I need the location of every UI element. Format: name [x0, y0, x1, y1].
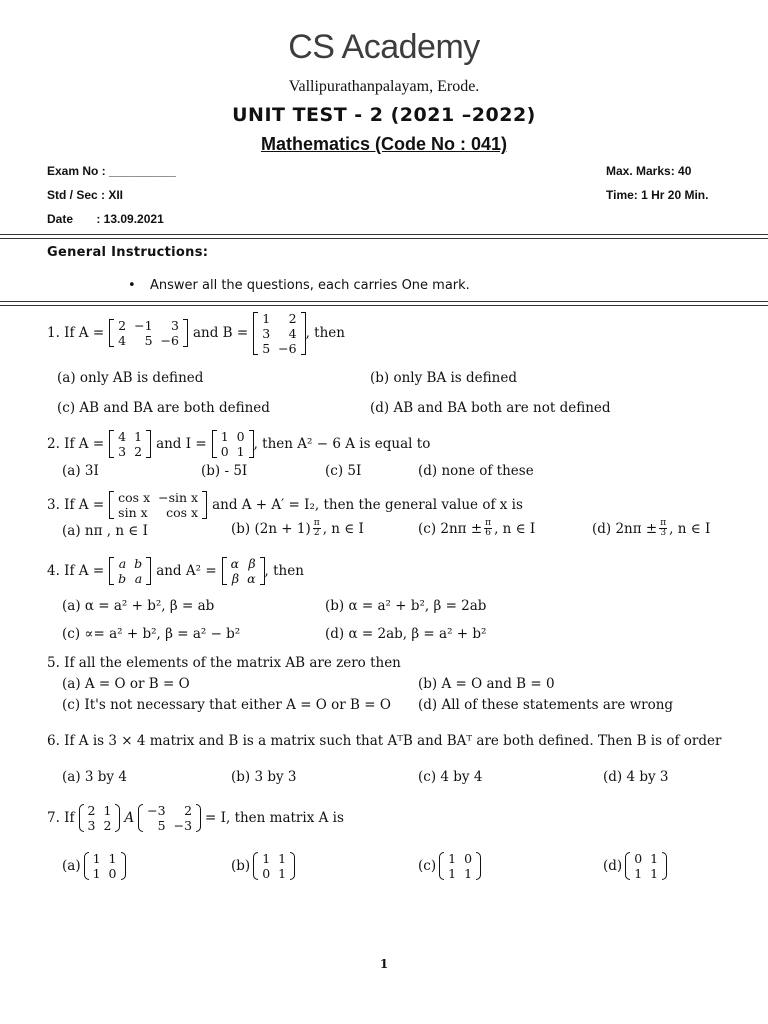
question-3 [47, 487, 523, 523]
q1-mid: and B = [192, 325, 249, 341]
q2-option-c: (c) 5I [325, 463, 362, 479]
q3-option-a: (a) nπ , n ∈ I [62, 523, 148, 539]
divider-mid-2 [0, 305, 768, 306]
q4-matrix-a: a b b a [109, 556, 151, 586]
q4-option-d: (d) α = 2ab, β = a² + b² [325, 626, 487, 642]
question-2 [47, 426, 430, 462]
q7-option-c: (c) 1 0 1 1 [418, 848, 481, 884]
q6-option-c: (c) 4 by 4 [418, 769, 483, 785]
page-number: 1 [379, 957, 389, 971]
q7-option-b: (b) 1 1 0 1 [231, 848, 295, 884]
q4-prefix: 4. If A = [47, 563, 105, 579]
q7-option-a: (a) 1 1 1 0 [62, 848, 126, 884]
q6-option-d: (d) 4 by 3 [603, 769, 669, 785]
q4-matrix-a2: α β β α [222, 556, 265, 586]
q4-option-b: (b) α = a² + b², β = 2ab [325, 598, 487, 614]
q4-end: , then [264, 563, 304, 579]
question-6: 6. If A is 3 × 4 matrix and B is a matrix such that AᵀB and BAᵀ are both defined. Then B is of order [47, 733, 722, 749]
q6-option-a: (a) 3 by 4 [62, 769, 127, 785]
q1-option-b: (b) only BA is defined [370, 370, 517, 386]
q7-matrix-1: 2 1 3 2 [79, 803, 121, 833]
q7-prefix: 7. If [47, 810, 75, 826]
divider-mid-1 [0, 301, 768, 302]
q7-matrix-2: −3 2 5 −3 [138, 803, 201, 833]
q3-option-b: (b) (2n + 1) $\frac{\pi}{2}$ , n ∈ I [231, 518, 364, 538]
q6-option-b: (b) 3 by 3 [231, 769, 297, 785]
test-title: UNIT TEST - 2 (2021 –2022) [232, 104, 536, 126]
instructions-bullet: • [128, 278, 136, 293]
logo-text: CS Academy [288, 28, 480, 66]
divider-top-1 [0, 234, 768, 235]
q1-option-a: (a) only AB is defined [57, 370, 204, 386]
q3-option-c: (c) 2nπ ± $\frac{\pi}{6}$ , n ∈ I [418, 518, 536, 538]
q2-option-b: (b) - 5I [201, 463, 248, 479]
q2-option-a: (a) 3I [62, 463, 99, 479]
question-7 [47, 800, 344, 836]
exam-no: Exam No : __________ [47, 164, 176, 178]
q5-option-d: (d) All of these statements are wrong [418, 697, 674, 713]
q1-end: , then [305, 325, 345, 341]
q3-matrix-a: cos x −sin x sin x cos x [109, 490, 207, 520]
q2-option-d: (d) none of these [418, 463, 534, 479]
q3-option-d: (d) 2nπ ± $\frac{\pi}{3}$ , n ∈ I [592, 518, 711, 538]
q7-option-d: (d) 0 1 1 1 [603, 848, 667, 884]
q5-option-c: (c) It's not necessary that either A = O or B = O [62, 697, 391, 713]
q2-prefix: 2. If A = [47, 436, 105, 452]
q4-option-c: (c) ∝= a² + b², β = a² − b² [62, 626, 241, 642]
question-5: 5. If all the elements of the matrix AB are zero then [47, 655, 401, 671]
date: Date : 13.09.2021 [47, 212, 164, 226]
q7-end: = I, then matrix A is [205, 810, 344, 826]
instructions-item: Answer all the questions, each carries One mark. [150, 278, 470, 293]
q2-matrix-a: 4 1 3 2 [109, 429, 151, 459]
q4-mid: and A² = [156, 563, 217, 579]
instructions-heading: General Instructions: [47, 245, 209, 260]
q2-matrix-i: 1 0 0 1 [212, 429, 254, 459]
q5-option-a: (a) A = O or B = O [62, 676, 190, 692]
q7-mid: A [124, 810, 135, 826]
question-4 [47, 553, 304, 589]
q3-prefix: 3. If A = [47, 497, 105, 513]
q2-end: , then A² − 6 A is equal to [253, 436, 431, 452]
q1-prefix: 1. If A = [47, 325, 105, 341]
q1-matrix-b: 1 2 3 4 5 −6 [253, 311, 305, 356]
std-sec: Std / Sec : XII [47, 188, 124, 202]
q2-mid: and I = [156, 436, 207, 452]
max-marks: Max. Marks: 40 [606, 164, 692, 178]
divider-top-2 [0, 238, 768, 239]
location: Vallipurathanpalayam, Erode. [288, 78, 480, 95]
q1-matrix-a: 2 −1 3 4 5 −6 [109, 318, 188, 348]
q1-option-c: (c) AB and BA are both defined [57, 400, 270, 416]
q3-end: and A + A′ = I₂, then the general value of x is [212, 497, 523, 513]
q5-option-b: (b) A = O and B = 0 [418, 676, 555, 692]
subject-title: Mathematics (Code No : 041) [260, 134, 508, 154]
question-1 [47, 308, 345, 358]
q4-option-a: (a) α = a² + b², β = ab [62, 598, 215, 614]
time-allowed: Time: 1 Hr 20 Min. [606, 188, 709, 202]
q1-option-d: (d) AB and BA both are not defined [370, 400, 611, 416]
